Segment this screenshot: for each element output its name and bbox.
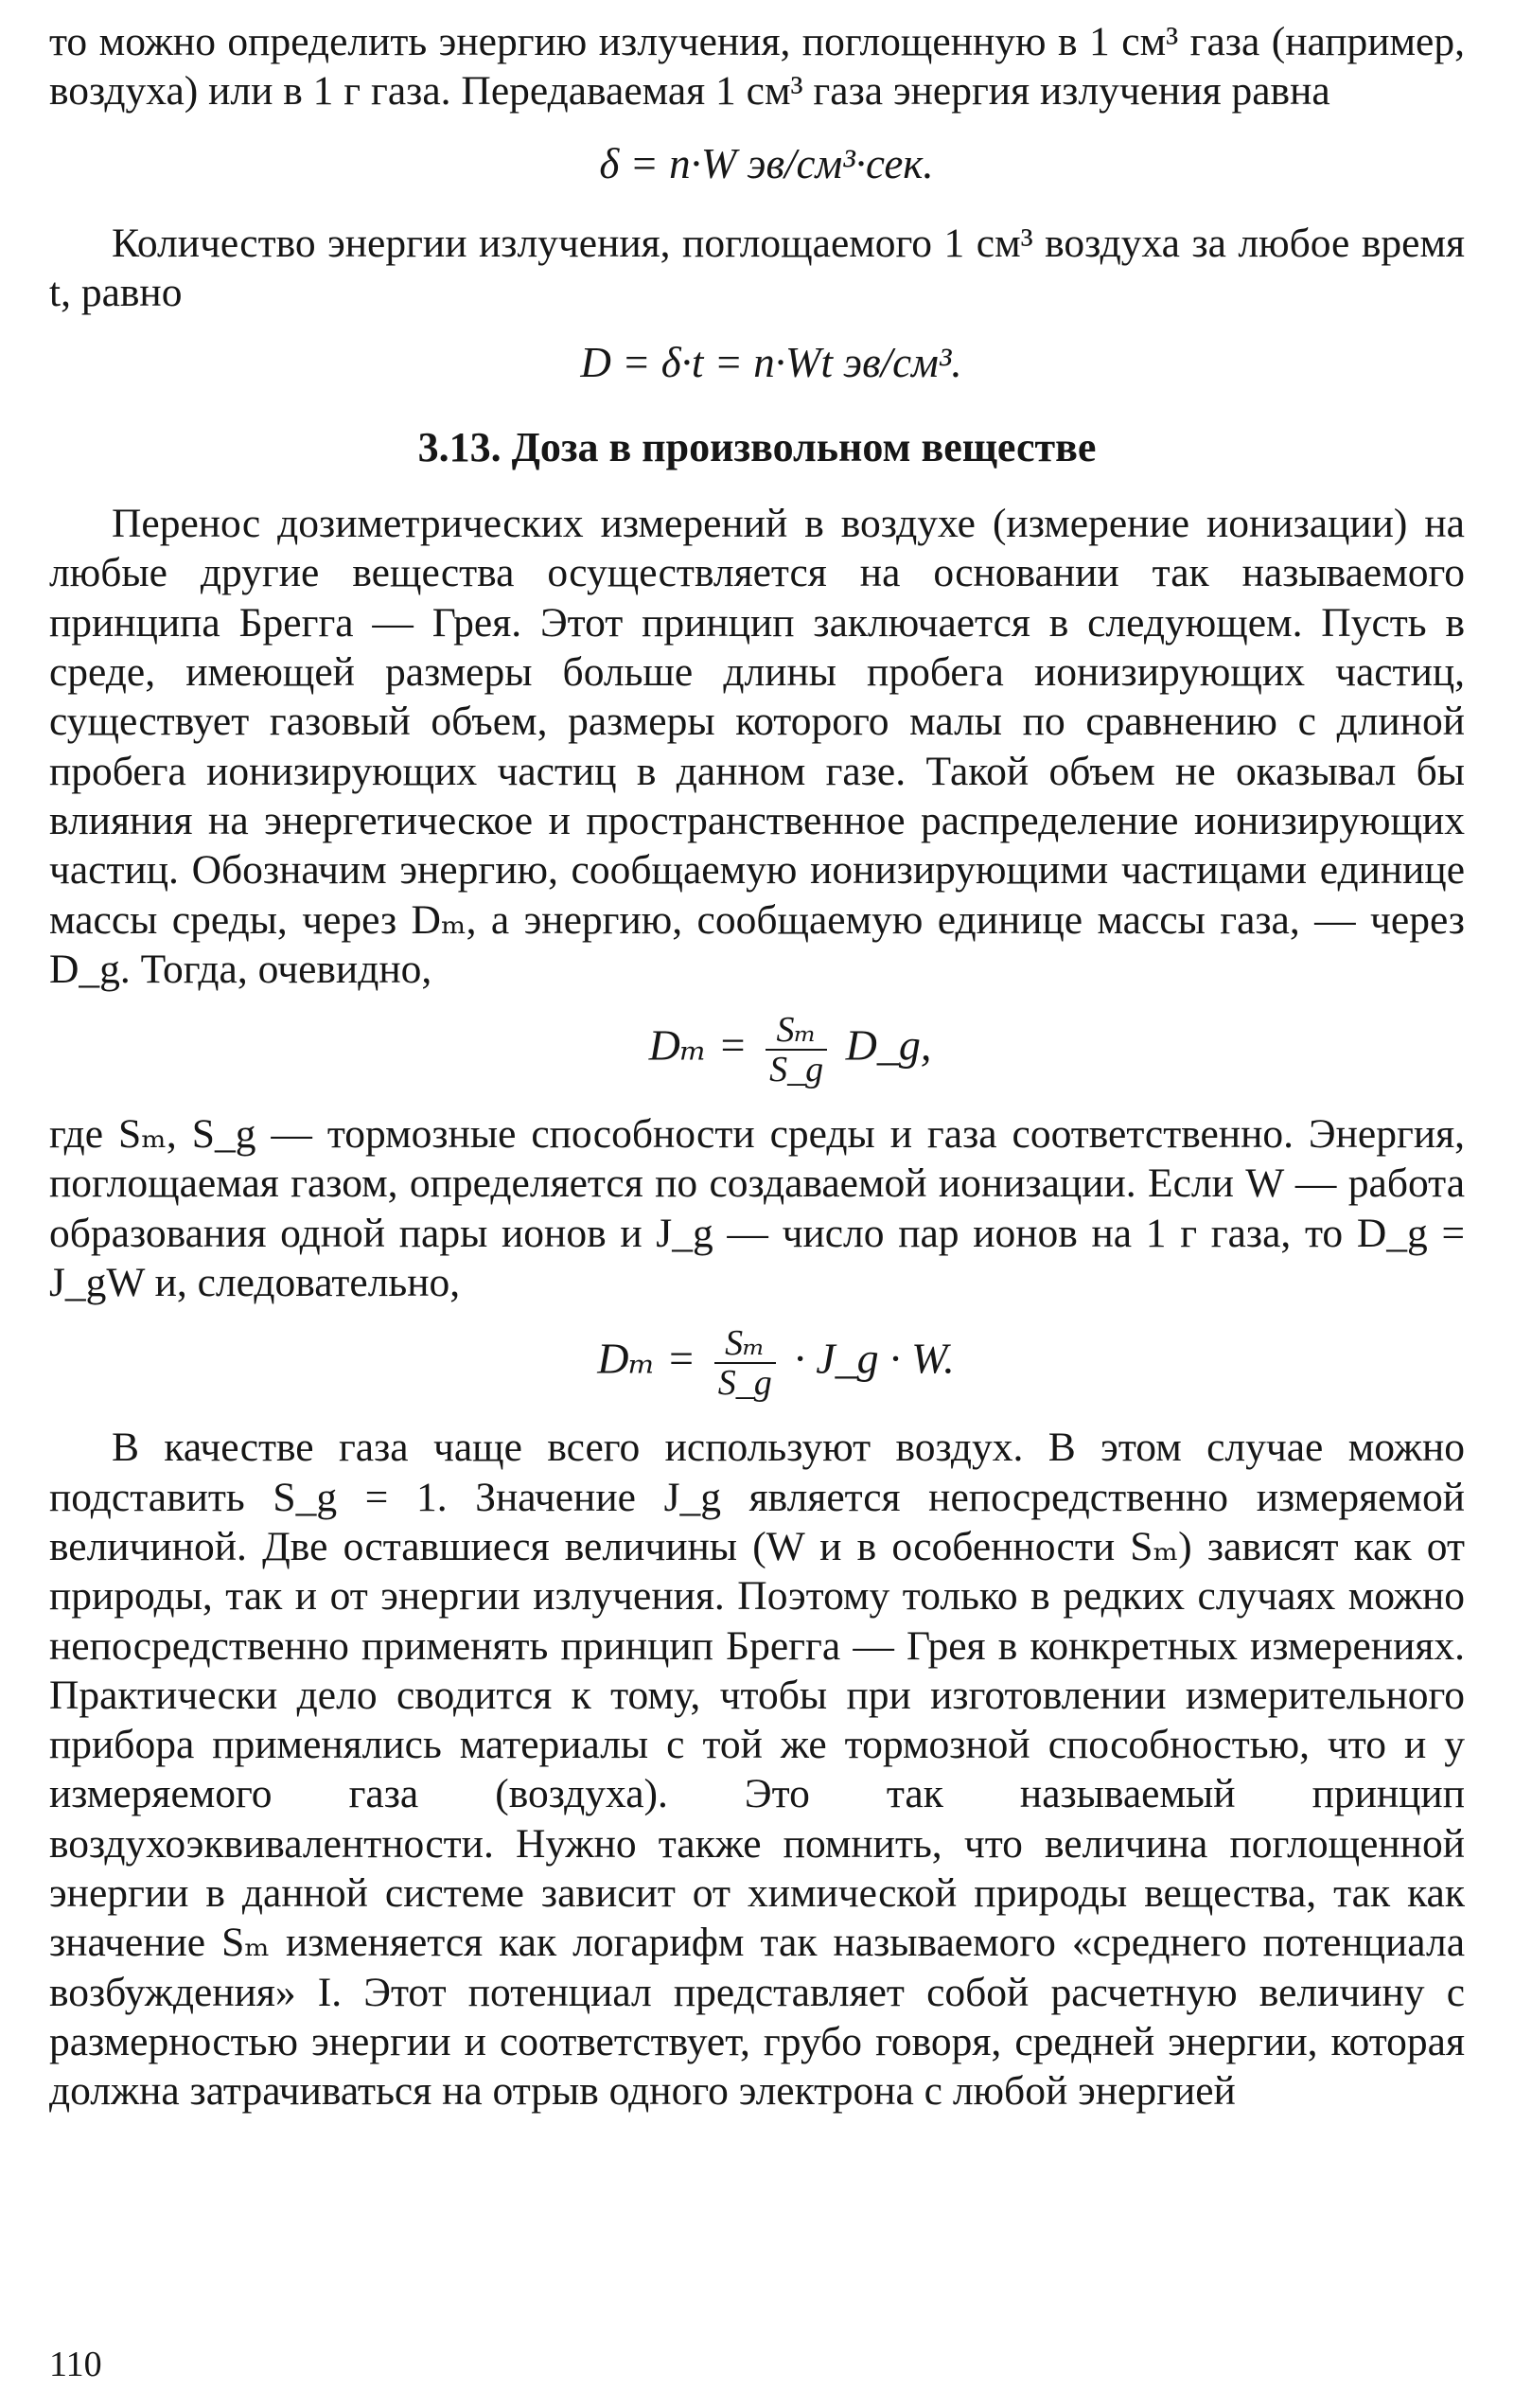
formula-a-left: Dₘ = <box>648 1020 748 1070</box>
formula-a-numerator: Sₘ <box>766 1011 827 1051</box>
formula-b-left: Dₘ = <box>597 1334 696 1383</box>
paragraph-4: где Sₘ, S_g — тормозные способности среды и газа соответственно. Энергия, поглощаемая газом, определяется по создаваемой ионизации. Если W — работа образования одной пары ионов и J_g — число пар ионов на 1 г газа, то D_g = J_gW и, следовательно, <box>49 1111 1465 1306</box>
formula-dose: D = δ·t = n·Wt эв/см³. <box>580 339 962 387</box>
formula-dose-ionization <box>49 1324 1465 1402</box>
paragraph-3: Перенос дозиметрических измерений в воздухе (измерение ионизации) на любые другие вещества осуществляется на основании так называемого принципа Брегга — Грея. Этот принцип заключается в следующем. Пусть в среде, имеющей размеры больше длины пробега ионизирующих частиц, существует газовый объем, размеры которого малы по сравнению с длиной пробега ионизирующих частиц в данном газе. Такой объем не оказывал бы влияния на энергетическое и пространственное распределение ионизирующих частиц. Обозначим энергию, сообщаемую ионизирующими частицами единице массы среды, через Dₘ, а энергию, сообщаемую единице массы газа, — через D_g. Тогда, очевидно, <box>49 501 1465 992</box>
formula-delta: δ = n·W эв/см³·сек. <box>599 139 934 187</box>
formula-b-denominator: S_g <box>717 1363 772 1404</box>
formula-a-fraction <box>766 1011 827 1089</box>
formula-b-fraction <box>714 1324 776 1402</box>
formula-b-right: · J_g · W. <box>794 1334 955 1383</box>
formula-a-right: D_g, <box>845 1020 932 1070</box>
formula-bragg-gray <box>49 1011 1465 1089</box>
paragraph-5: В качестве газа чаще всего используют воздух. В этом случае можно подставить S_g = 1. Значение J_g является непосредственно измеряемой величиной. Две оставшиеся величины (W и в особенности Sₘ) зависят как от природы, так и от энергии излучения. Поэтому только в редких случаях можно непосредственно применять принцип Брегга — Грея в конкретных измерениях. Практически дело сводится к тому, чтобы при изготовлении измерительного прибора применялись материалы с той же тормозной способностью, что и у измеряемого газа (воздуха). Это так называемый принцип воздухоэквивалентности. Нужно также помнить, что величина поглощенной энергии в данной системе зависит от химической природы вещества, так как значение Sₘ изменяется как логарифм так называемого «среднего потенциала возбуждения» I. Этот потенциал представляет собой расчетную величину с размерностью энергии и соответствует, грубо говоря, средней энергии, которая должна затрачиваться на отрыв одного электрона с любой энергией <box>49 1425 1465 2115</box>
section-heading: 3.13. Доза в произвольном веществе <box>417 424 1097 471</box>
paragraph-2: Количество энергии излучения, поглощаемого 1 см³ воздуха за любое время t, равно <box>49 220 1465 315</box>
formula-b-numerator: Sₘ <box>714 1324 776 1364</box>
formula-a-denominator: S_g <box>769 1050 824 1090</box>
document-page <box>49 17 1465 2116</box>
page-number: 110 <box>49 2345 102 2384</box>
paragraph-1: то можно определить энергию излучения, поглощенную в 1 см³ газа (например, воздуха) или в 1 г газа. Передаваемая 1 см³ газа энергия излучения равна <box>49 19 1465 115</box>
